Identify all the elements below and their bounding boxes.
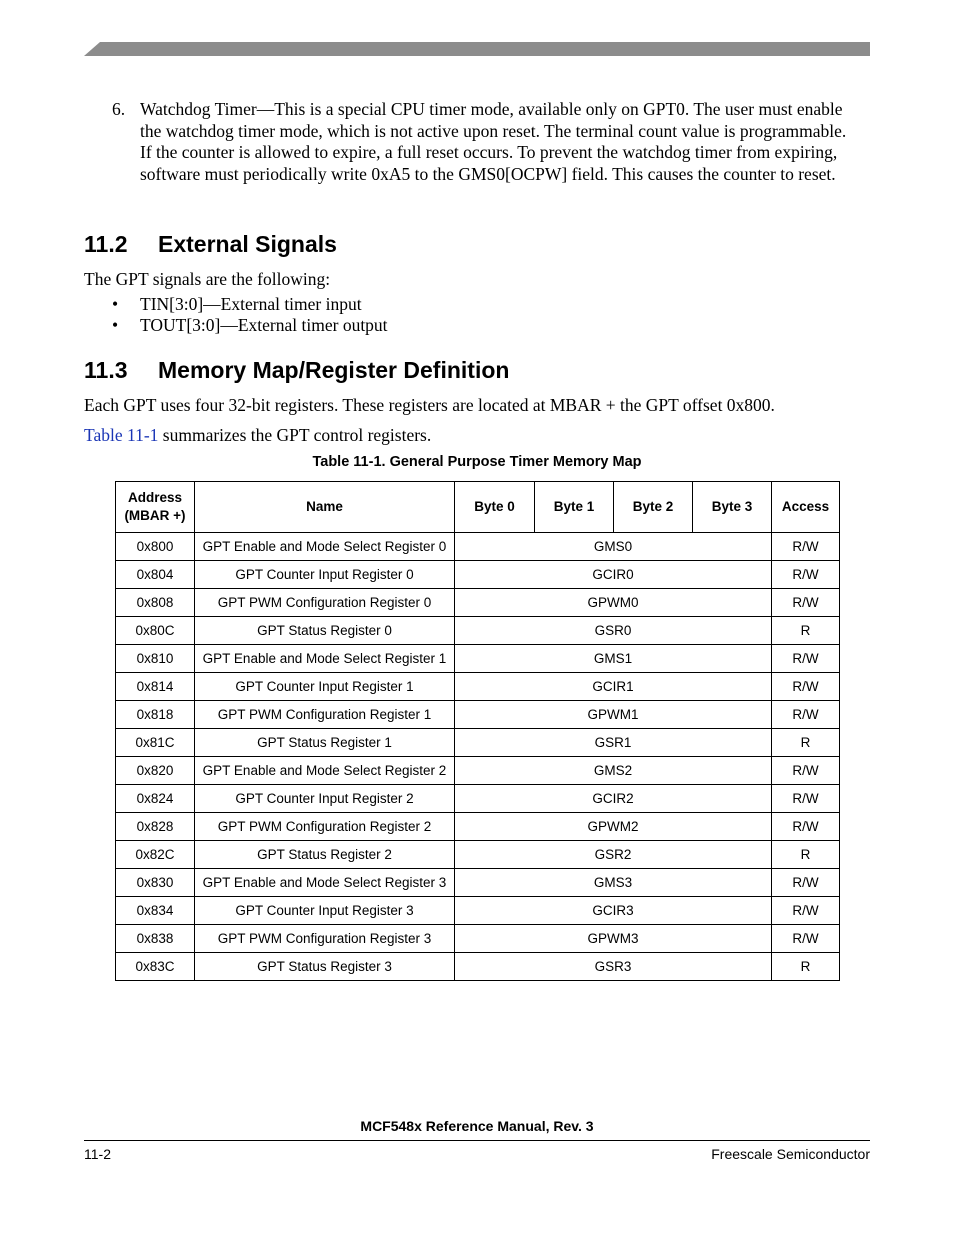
cell-register: GMS0	[455, 533, 772, 561]
section-number: 11.3	[84, 357, 128, 383]
cell-address: 0x808	[116, 589, 195, 617]
table-row	[116, 729, 840, 757]
cell-name: GPT Enable and Mode Select Register 1	[195, 645, 455, 673]
bullet-icon: •	[112, 294, 119, 314]
cell-name: GPT Status Register 1	[195, 729, 455, 757]
cell-address: 0x838	[116, 925, 195, 953]
cell-address: 0x80C	[116, 617, 195, 645]
cell-access: R/W	[772, 897, 840, 925]
footer-manual-title: MCF548x Reference Manual, Rev. 3	[360, 1118, 594, 1134]
table-row	[116, 953, 840, 981]
list-item-text: Watchdog Timer—This is a special CPU timer mode, available only on GPT0. The user must enable the watchdog timer mode, which is not active upon reset. The terminal count value is programmable. If the counter is allowed to expire, a full reset occurs. To prevent the watchdog timer from expiring, software must periodically write 0xA5 to the GMS0[OCPW] field. This causes the counter to reset.	[140, 99, 847, 185]
cell-register: GMS2	[455, 757, 772, 785]
cell-access: R/W	[772, 813, 840, 841]
cell-name: GPT PWM Configuration Register 3	[195, 925, 455, 953]
cell-name: GPT Enable and Mode Select Register 2	[195, 757, 455, 785]
cell-address: 0x834	[116, 897, 195, 925]
cell-register: GCIR3	[455, 897, 772, 925]
table-row	[116, 813, 840, 841]
cell-name: GPT PWM Configuration Register 0	[195, 589, 455, 617]
cell-access: R/W	[772, 925, 840, 953]
bullet-text: TIN[3:0]—External timer input	[140, 294, 362, 314]
cell-name: GPT Enable and Mode Select Register 0	[195, 533, 455, 561]
cell-address: 0x828	[116, 813, 195, 841]
cell-access: R	[772, 953, 840, 981]
table-row	[116, 589, 840, 617]
table-reference-text: summarizes the GPT control registers.	[158, 425, 432, 445]
list-item-number: 6.	[112, 99, 126, 119]
cell-access: R/W	[772, 701, 840, 729]
cell-address: 0x814	[116, 673, 195, 701]
cell-name: GPT Counter Input Register 2	[195, 785, 455, 813]
cell-register: GCIR0	[455, 561, 772, 589]
header-byte2: Byte 2	[614, 482, 693, 533]
signals-intro: The GPT signals are the following:	[84, 269, 331, 289]
header-decorative-bar	[84, 42, 870, 56]
footer-company: Freescale Semiconductor	[711, 1146, 870, 1162]
cell-register: GMS3	[455, 869, 772, 897]
cell-name: GPT Counter Input Register 3	[195, 897, 455, 925]
cell-name: GPT Status Register 0	[195, 617, 455, 645]
table-row	[116, 757, 840, 785]
numbered-list-item	[112, 99, 860, 186]
cell-register: GSR2	[455, 841, 772, 869]
cell-address: 0x810	[116, 645, 195, 673]
cell-access: R	[772, 617, 840, 645]
cell-address: 0x83C	[116, 953, 195, 981]
bullet-item	[112, 294, 362, 315]
cell-register: GSR0	[455, 617, 772, 645]
cell-register: GPWM1	[455, 701, 772, 729]
header-address: Address (MBAR +)	[116, 482, 195, 533]
cell-access: R/W	[772, 533, 840, 561]
table-row	[116, 673, 840, 701]
cell-access: R/W	[772, 589, 840, 617]
cell-address: 0x820	[116, 757, 195, 785]
cell-name: GPT Status Register 3	[195, 953, 455, 981]
header-byte0: Byte 0	[455, 482, 535, 533]
bullet-icon: •	[112, 315, 119, 335]
cell-register: GMS1	[455, 645, 772, 673]
header-byte3: Byte 3	[693, 482, 772, 533]
cell-address: 0x800	[116, 533, 195, 561]
bullet-text: TOUT[3:0]—External timer output	[140, 315, 388, 335]
table-row	[116, 701, 840, 729]
footer-divider	[84, 1140, 870, 1141]
cell-address: 0x818	[116, 701, 195, 729]
header-byte1: Byte 1	[535, 482, 614, 533]
table-header-row	[116, 482, 840, 533]
cell-address: 0x81C	[116, 729, 195, 757]
cell-register: GPWM3	[455, 925, 772, 953]
cell-address: 0x804	[116, 561, 195, 589]
cell-access: R/W	[772, 869, 840, 897]
cell-register: GCIR2	[455, 785, 772, 813]
table-row	[116, 533, 840, 561]
cell-access: R/W	[772, 673, 840, 701]
memory-map-paragraph: Each GPT uses four 32-bit registers. These registers are located at MBAR + the GPT offset 0x800.	[84, 395, 775, 415]
cell-access: R	[772, 841, 840, 869]
cell-access: R/W	[772, 561, 840, 589]
cell-access: R/W	[772, 785, 840, 813]
cell-register: GCIR1	[455, 673, 772, 701]
cell-register: GPWM2	[455, 813, 772, 841]
table-caption: Table 11-1. General Purpose Timer Memory Map	[312, 454, 642, 470]
cell-address: 0x830	[116, 869, 195, 897]
cell-address: 0x824	[116, 785, 195, 813]
table-reference-paragraph	[84, 425, 431, 446]
cell-access: R/W	[772, 757, 840, 785]
cell-name: GPT PWM Configuration Register 2	[195, 813, 455, 841]
table-row	[116, 841, 840, 869]
table-row	[116, 645, 840, 673]
cell-name: GPT Counter Input Register 1	[195, 673, 455, 701]
section-title: External Signals	[158, 231, 337, 257]
section-heading-11-2	[84, 231, 337, 258]
cell-address: 0x82C	[116, 841, 195, 869]
section-heading-11-3	[84, 357, 509, 384]
table-row	[116, 897, 840, 925]
cell-access: R/W	[772, 645, 840, 673]
header-name: Name	[195, 482, 455, 533]
section-number: 11.2	[84, 231, 128, 257]
memory-map-table	[115, 481, 840, 981]
cell-access: R	[772, 729, 840, 757]
cell-name: GPT Status Register 2	[195, 841, 455, 869]
footer-page-number: 11-2	[84, 1146, 111, 1162]
bullet-item	[112, 315, 388, 336]
cell-name: GPT Counter Input Register 0	[195, 561, 455, 589]
header-access: Access	[772, 482, 840, 533]
table-row	[116, 925, 840, 953]
cell-register: GSR1	[455, 729, 772, 757]
section-title: Memory Map/Register Definition	[158, 357, 510, 383]
table-row	[116, 561, 840, 589]
cell-name: GPT Enable and Mode Select Register 3	[195, 869, 455, 897]
cell-register: GPWM0	[455, 589, 772, 617]
table-row	[116, 869, 840, 897]
table-row	[116, 785, 840, 813]
table-row	[116, 617, 840, 645]
cell-name: GPT PWM Configuration Register 1	[195, 701, 455, 729]
cell-register: GSR3	[455, 953, 772, 981]
table-11-1-link[interactable]: Table 11-1	[84, 425, 159, 445]
